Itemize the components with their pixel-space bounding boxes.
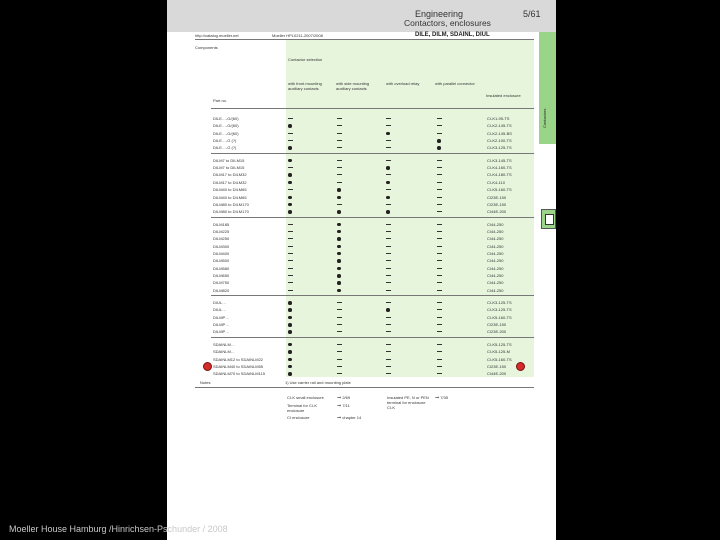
dash-icon (437, 118, 442, 119)
dash-icon (437, 125, 442, 126)
part-number: DILM500 (213, 258, 230, 264)
dash-icon (437, 160, 442, 161)
part-number: DILM225 (213, 228, 230, 234)
part-no-label: Part no. (213, 98, 228, 103)
part-number: DILM820 (213, 287, 230, 293)
table-row (211, 250, 534, 257)
ref-page: 7/11 (342, 403, 350, 408)
dash-icon (437, 224, 442, 225)
enclosure-part: CI44-250 (487, 221, 504, 227)
dash-icon (437, 344, 442, 345)
dash-icon (437, 366, 442, 367)
col-header: with front mounting auxiliary contacts (288, 81, 322, 91)
enclosure-part: CI-K4-160-TS (487, 165, 512, 171)
dash-icon (337, 118, 342, 119)
dash-icon (386, 324, 391, 325)
enclosure-part: CI23E-150 (487, 322, 507, 328)
enclosure-part: CI-K5-125-M (487, 349, 510, 355)
ref-text: CI-K small enclosure (287, 395, 324, 400)
dash-icon (337, 317, 342, 318)
dash-icon (386, 125, 391, 126)
table-row (211, 279, 534, 286)
bullet-icon (386, 166, 390, 170)
bullet-icon (337, 274, 341, 278)
dash-icon (337, 331, 342, 332)
dash-icon (437, 174, 442, 175)
enclosure-part: CI-K3-125-TS (487, 300, 512, 306)
enclosure-part: CI-K4-180-TS (487, 172, 512, 178)
dash-icon (386, 344, 391, 345)
table-row (211, 235, 534, 242)
part-number: SDAINLM… (213, 349, 235, 355)
part-number: DILM185 (213, 221, 230, 227)
dash-icon (337, 174, 342, 175)
bullet-icon (288, 358, 292, 362)
enclosure-icon (541, 209, 556, 229)
part-number: DILMP… (213, 329, 230, 335)
dash-icon (386, 140, 391, 141)
dash-icon (386, 160, 391, 161)
dash-icon (337, 302, 342, 303)
part-number: DILE…-G/(60) (213, 116, 239, 121)
ref-arrow-icon: ➞ 7/11 (337, 403, 350, 409)
dash-icon (437, 317, 442, 318)
page-header (167, 0, 556, 32)
dash-icon (386, 118, 391, 119)
table-head-rule (211, 108, 534, 109)
bullet-icon (337, 289, 341, 293)
dash-icon (437, 211, 442, 212)
bullet-icon (288, 330, 292, 334)
bullet-icon (288, 372, 292, 376)
dash-icon (337, 351, 342, 352)
bullet-icon (337, 281, 341, 285)
table-row (211, 122, 534, 129)
dash-icon (437, 282, 442, 283)
part-number: DILM40 to DILM65 (213, 187, 247, 193)
bullet-icon (288, 316, 292, 320)
dash-icon (437, 167, 442, 168)
bullet-icon (386, 181, 390, 185)
components-label: Components (195, 45, 218, 50)
bullet-icon (288, 173, 292, 177)
bullet-icon (386, 196, 390, 200)
dash-icon (288, 290, 293, 291)
enclosure-part: CI44-250 (487, 265, 504, 271)
enclosure-part: CI-K3-125-TS (487, 145, 512, 151)
notes-rule (195, 387, 534, 388)
dash-icon (437, 189, 442, 190)
table-row (211, 314, 534, 321)
dash-icon (437, 182, 442, 183)
part-number: DILE…-G (?) (213, 138, 237, 144)
part-number: DILM17 to DILM32 (213, 172, 247, 178)
part-number: DIUL… (213, 307, 227, 313)
bullet-icon (386, 308, 390, 312)
enclosure-part: CI44-250 (487, 280, 504, 286)
ref-arrow-icon: ➞ chapter 14 (337, 415, 362, 421)
table-row (211, 356, 534, 363)
dash-icon (386, 302, 391, 303)
bullet-icon (288, 146, 292, 150)
part-number: DILM250 (213, 236, 230, 242)
bullet-icon (288, 124, 292, 128)
dash-icon (337, 182, 342, 183)
ref-arrow-icon: ➞ 7/35 (435, 395, 449, 401)
catalog-url: http://catalog.moeller.net (195, 33, 239, 38)
dash-icon (288, 253, 293, 254)
part-number: SDAINLM70 to SDAINLM115 (213, 371, 265, 377)
catalog-ref: Moeller HPL0211-2007/2008 (272, 33, 323, 38)
part-number: DILE…-G/(60) (213, 123, 239, 129)
table-row (211, 243, 534, 250)
enclosure-part: CI-K2-145-TS (487, 123, 512, 129)
bullet-icon (337, 210, 341, 214)
dash-icon (437, 268, 442, 269)
col-header: Insulated enclosure (486, 93, 521, 98)
dash-icon (288, 189, 293, 190)
enclosure-part: CI44-250 (487, 287, 504, 293)
part-number: DILM17 to DILM32 (213, 179, 247, 185)
part-number: DILM580 (213, 265, 230, 271)
dash-icon (386, 268, 391, 269)
dash-icon (288, 133, 293, 134)
bullet-icon (288, 159, 292, 163)
dash-icon (386, 174, 391, 175)
dash-icon (437, 238, 442, 239)
group-separator (211, 337, 534, 338)
dash-icon (437, 324, 442, 325)
table-row (211, 208, 534, 215)
dash-icon (337, 147, 342, 148)
bullet-icon (337, 223, 341, 227)
footnote: 1) Use carrier rail and mounting plate (285, 380, 351, 385)
bullet-icon (288, 365, 292, 369)
enclosure-part: CI44-250 (487, 236, 504, 242)
dash-icon (437, 253, 442, 254)
header-title: Engineering (415, 9, 464, 19)
part-number: SDAINLM40 to SDAINLM55 (213, 363, 264, 369)
dash-icon (288, 260, 293, 261)
bullet-icon (337, 259, 341, 263)
enclosure-part: CI-K5-160-TS (487, 187, 512, 193)
enclosure-part: CI44-250 (487, 228, 504, 234)
dash-icon (437, 309, 442, 310)
dash-icon (337, 309, 342, 310)
selection-label: Contactor selection (288, 57, 323, 62)
bullet-icon (288, 343, 292, 347)
dash-icon (288, 275, 293, 276)
table-row (211, 164, 534, 171)
table-row (211, 272, 534, 279)
part-number: DILM750 (213, 280, 230, 286)
dash-icon (386, 231, 391, 232)
enclosure-part: CI23E-150 (487, 201, 507, 207)
table-row (211, 299, 534, 306)
bullet-icon (386, 132, 390, 136)
part-number: SDAINLM… (213, 341, 235, 347)
table-row (211, 186, 534, 193)
ref-text: CI enclosure (287, 415, 310, 420)
ref-text: Terminal for CI-K enclosure (287, 403, 318, 413)
enclosure-part: CI-K1-95-TS (487, 116, 510, 121)
dash-icon (288, 167, 293, 168)
dash-icon (437, 133, 442, 134)
dash-icon (386, 147, 391, 148)
dash-icon (337, 344, 342, 345)
ref-arrow-icon: ➞ 2/69 (337, 395, 351, 401)
enclosure-part: CI44-250 (487, 250, 504, 256)
part-number: DILM80 to DILM170 (213, 201, 249, 207)
group-separator (211, 295, 534, 296)
dash-icon (386, 282, 391, 283)
dash-icon (386, 260, 391, 261)
enclosure-part: CI23E-200 (487, 329, 507, 335)
dash-icon (288, 118, 293, 119)
bullet-icon (337, 230, 341, 234)
enclosure-part: CI44E-200 (487, 209, 507, 215)
bullet-icon (288, 323, 292, 327)
catalog-page (167, 0, 556, 540)
bullet-icon (337, 188, 341, 192)
dash-icon (337, 204, 342, 205)
page-title: DILE, DILM, SDAINL, DIUL (415, 32, 490, 38)
dash-icon (288, 224, 293, 225)
table-row (211, 157, 534, 164)
table-row (211, 341, 534, 348)
dash-icon (288, 246, 293, 247)
enclosure-part: CI44E-200 (487, 371, 507, 377)
enclosure-part: CI44-250 (487, 243, 504, 249)
dash-icon (337, 125, 342, 126)
ref-page: 2/69 (342, 395, 351, 400)
enclosure-part: CI44-250 (487, 258, 504, 264)
dash-icon (386, 351, 391, 352)
table-row (211, 130, 534, 137)
dash-icon (437, 331, 442, 332)
part-number: DILM7 to DILM15 (213, 165, 245, 171)
part-number: DILE…-G (?) (213, 145, 237, 151)
col-header: with parallel connector (435, 81, 475, 86)
dash-icon (337, 133, 342, 134)
dash-icon (437, 290, 442, 291)
part-number: DILM650 (213, 273, 230, 278)
slide-caption: Moeller House Hamburg /Hinrichsen-Pschunder / 2008 (9, 524, 228, 534)
dash-icon (337, 359, 342, 360)
dash-icon (386, 253, 391, 254)
side-tab-label: Contactors (542, 108, 547, 128)
dash-icon (437, 260, 442, 261)
table-row (211, 221, 534, 228)
dash-icon (386, 359, 391, 360)
table-row (211, 287, 534, 294)
ref-page: 7/35 (440, 395, 449, 400)
dash-icon (386, 224, 391, 225)
bullet-icon (437, 146, 441, 150)
dash-icon (337, 140, 342, 141)
dash-icon (437, 302, 442, 303)
bullet-icon (288, 203, 292, 207)
table-row (211, 348, 534, 355)
bullet-icon (337, 267, 341, 271)
table-row (211, 265, 534, 272)
table-row (211, 228, 534, 235)
bullet-icon (288, 181, 292, 185)
dash-icon (386, 204, 391, 205)
dash-icon (386, 366, 391, 367)
enclosure-part: CI44-250 (487, 273, 504, 278)
bullet-icon (337, 196, 341, 200)
enclosure-part: CI-K4-110 (487, 179, 505, 185)
bullet-icon (288, 196, 292, 200)
dash-icon (437, 246, 442, 247)
dash-icon (337, 167, 342, 168)
dash-icon (386, 189, 391, 190)
dash-icon (437, 204, 442, 205)
part-number: DILM40 to DILM65 (213, 194, 247, 200)
dash-icon (437, 359, 442, 360)
dash-icon (386, 331, 391, 332)
dash-icon (386, 275, 391, 276)
enclosure-part: CI23E-150 (487, 363, 507, 369)
enclosure-part: CI-K5-125-TS (487, 341, 512, 347)
part-number: DILE…-G/(60) (213, 130, 239, 136)
dash-icon (437, 275, 442, 276)
dash-icon (386, 317, 391, 318)
dash-icon (337, 373, 342, 374)
dash-icon (288, 238, 293, 239)
table-row (211, 171, 534, 178)
enclosure-part: CI-K3-125-TS (487, 307, 512, 313)
table-row (211, 328, 534, 335)
ref-page: chapter 14 (342, 415, 362, 420)
ref-text: Insulated PE, N or PEN terminal for enclosure CI-K (387, 395, 429, 410)
bullet-icon (288, 308, 292, 312)
enclosure-part: CI-K2-145-BS (487, 130, 512, 136)
part-number: SDAINLM12 to SDAINLM22 (213, 356, 264, 362)
table-row (211, 321, 534, 328)
bullet-icon (288, 210, 292, 214)
enclosure-part: CI-K5-160-TS (487, 356, 512, 362)
table-row (211, 179, 534, 186)
dash-icon (337, 366, 342, 367)
bullet-icon (337, 252, 341, 256)
dash-icon (288, 282, 293, 283)
table-row (211, 137, 534, 144)
enclosure-part: CI-K3-145-TS (487, 157, 512, 163)
dash-icon (386, 246, 391, 247)
table-row (211, 194, 534, 201)
table-row (211, 144, 534, 151)
part-number: DILM7 to DILM15 (213, 157, 245, 163)
part-number: DILM300 (213, 243, 230, 249)
part-number: DILMP… (213, 314, 230, 320)
header-subtitle: Contactors, enclosures (404, 18, 491, 28)
enclosure-part: CI-K2-100-TS (487, 138, 512, 144)
dash-icon (437, 373, 442, 374)
table-row (211, 201, 534, 208)
dash-icon (437, 231, 442, 232)
dash-icon (437, 197, 442, 198)
table-row (211, 370, 534, 377)
table-row (211, 363, 534, 370)
notes-label: Notes (200, 380, 211, 385)
table-row (211, 257, 534, 264)
page-number: 5/61 (523, 9, 541, 19)
table-row (211, 115, 534, 122)
dash-icon (437, 351, 442, 352)
dash-icon (288, 268, 293, 269)
group-separator (211, 217, 534, 218)
part-number: DILM400 (213, 250, 230, 256)
group-separator (211, 153, 534, 154)
table-row (211, 306, 534, 313)
bullet-icon (337, 237, 341, 241)
bullet-icon (386, 210, 390, 214)
dash-icon (288, 140, 293, 141)
dash-icon (337, 160, 342, 161)
part-number: DILMP… (213, 322, 230, 328)
bullet-icon (288, 301, 292, 305)
dash-icon (386, 290, 391, 291)
dash-icon (337, 324, 342, 325)
part-number: DIUL… (213, 300, 227, 306)
part-number: DILM80 to DILM170 (213, 209, 249, 215)
bullet-icon (288, 350, 292, 354)
dash-icon (386, 238, 391, 239)
enclosure-part: CI-K5-160-TS (487, 314, 512, 320)
col-header: with overload relay (386, 81, 420, 86)
col-header: with side mounting auxiliary contacts (336, 81, 370, 91)
bullet-icon (437, 139, 441, 143)
enclosure-part: CI23E-150 (487, 194, 507, 200)
dash-icon (288, 231, 293, 232)
dash-icon (386, 373, 391, 374)
bullet-icon (337, 245, 341, 249)
